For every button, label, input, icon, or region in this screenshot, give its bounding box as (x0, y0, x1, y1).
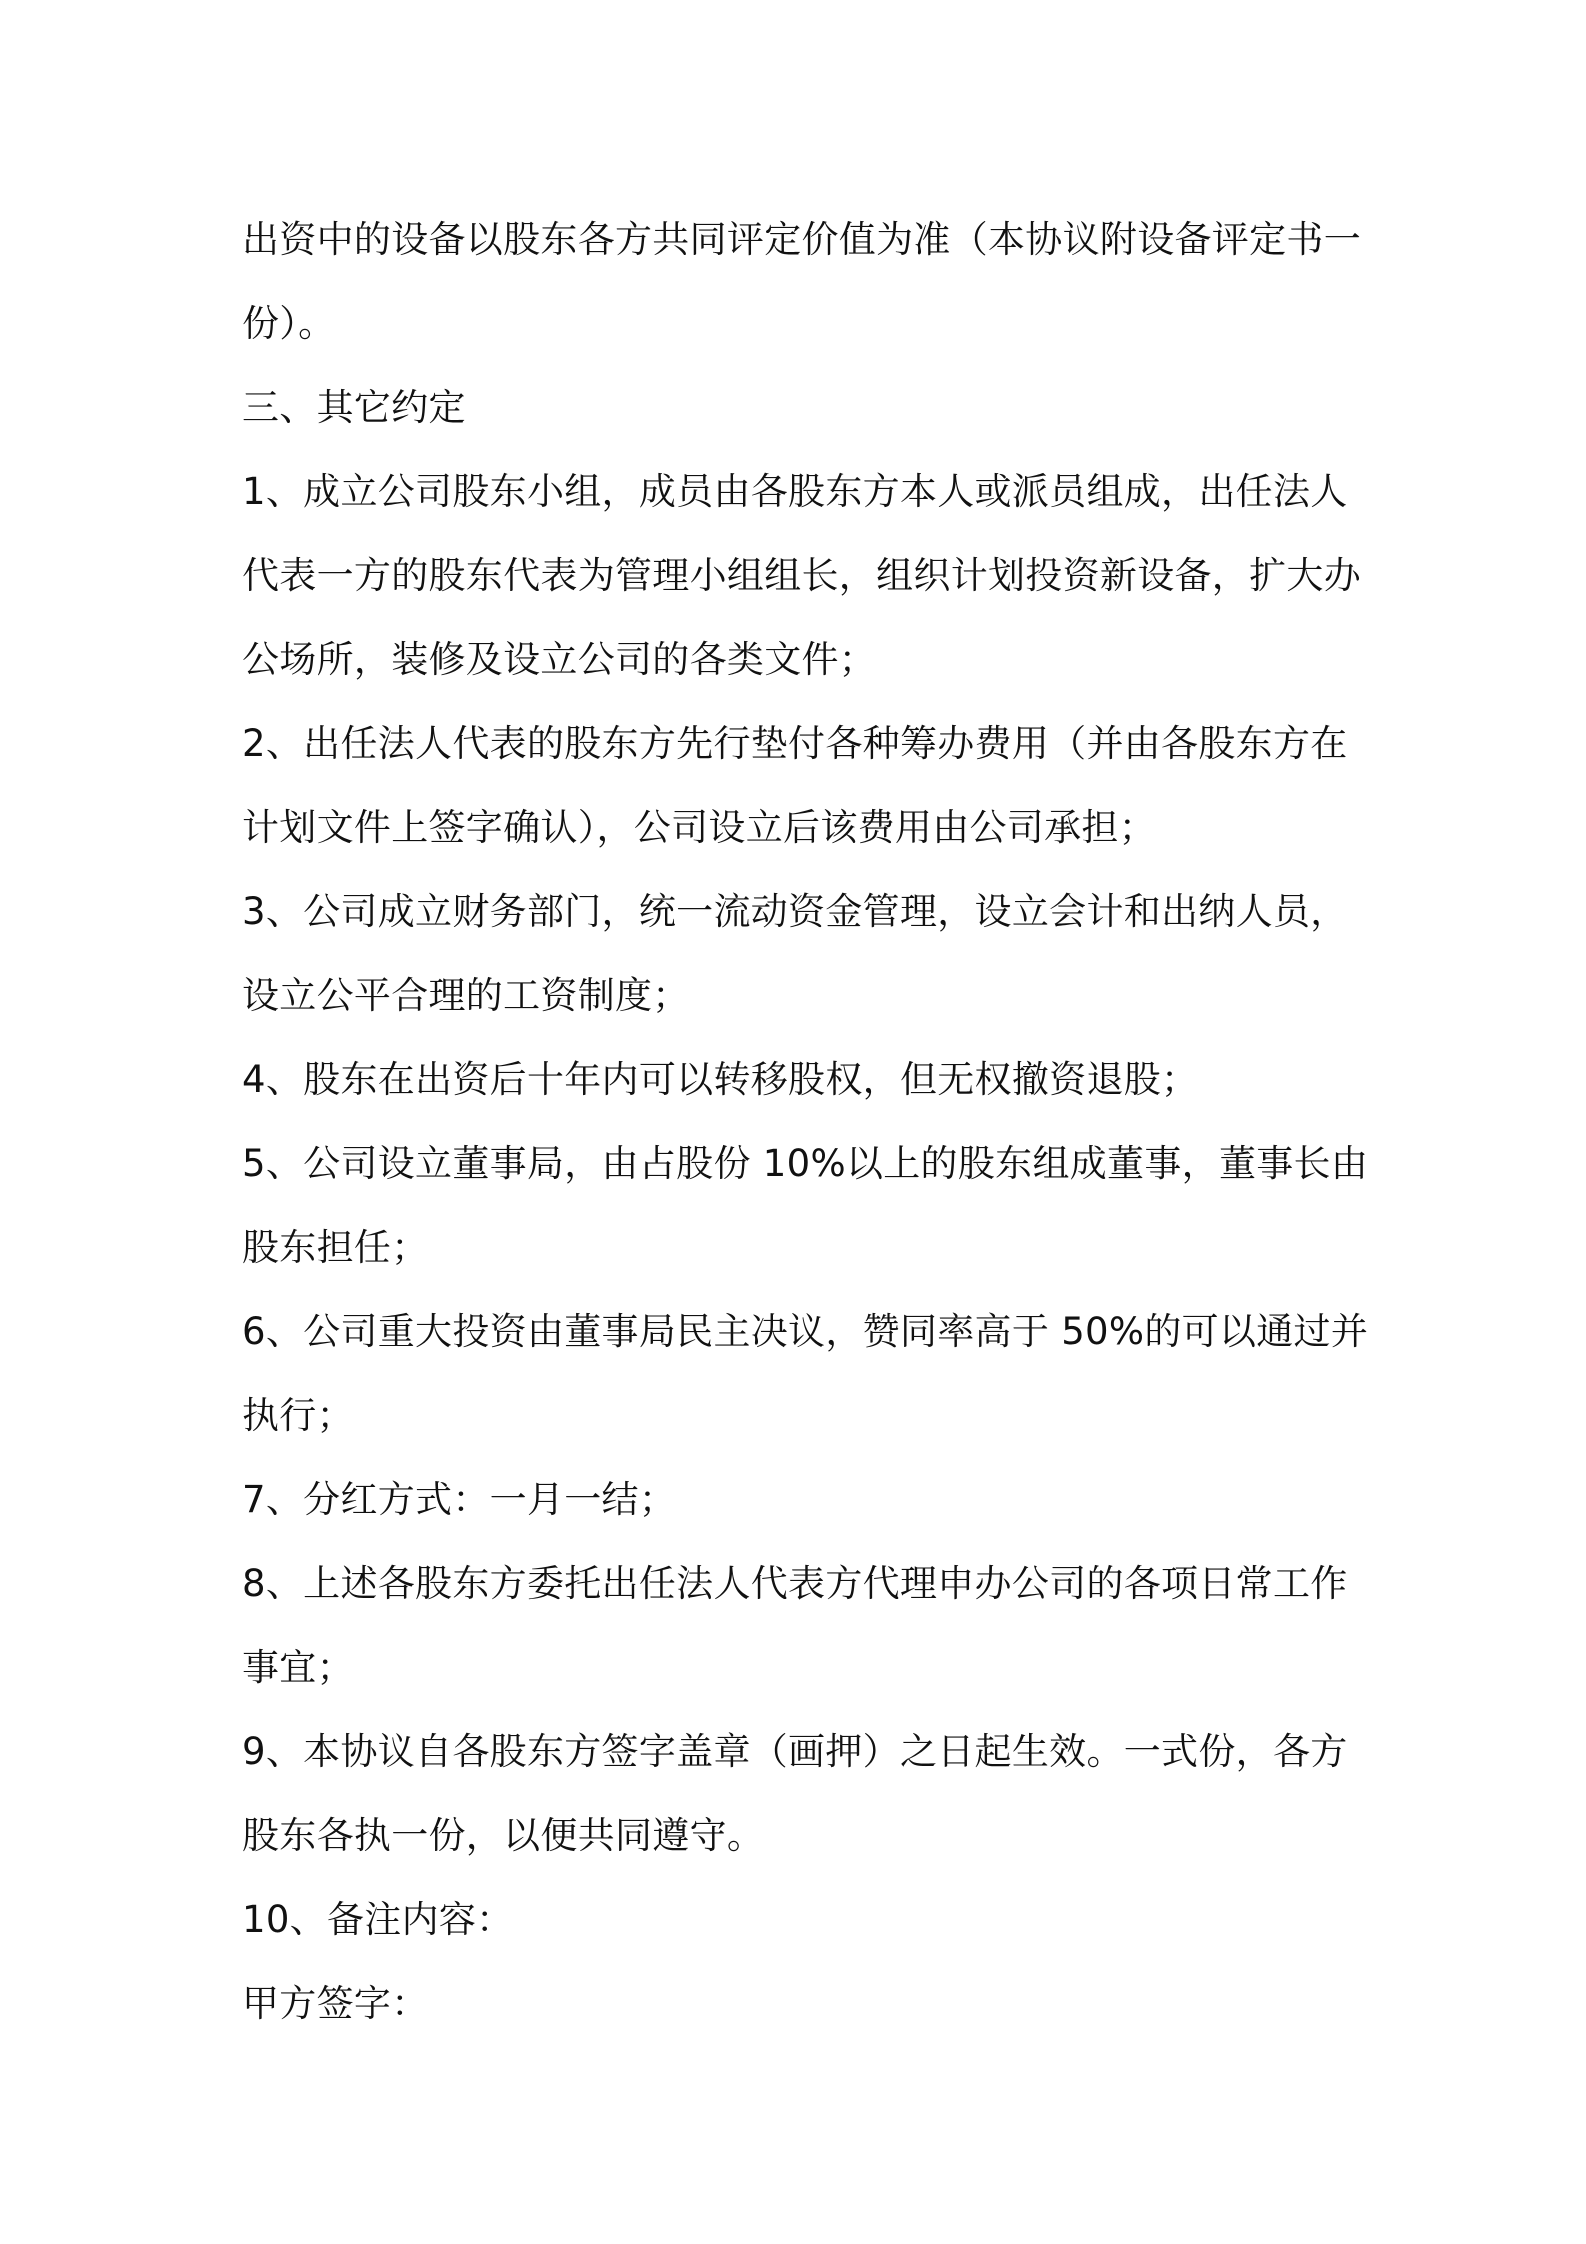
text-line-equipment-valuation: 出资中的设备以股东各方共同评定价值为准（本协议附设备评定书一 (242, 218, 1361, 261)
clause-6-line-1: 6、公司重大投资由董事局民主决议，赞同率高于 50%的可以通过并 (242, 1310, 1369, 1353)
clause-1-line-3: 公场所，装修及设立公司的各类文件； (242, 638, 877, 681)
clause-3-line-2: 设立公平合理的工资制度； (242, 974, 690, 1017)
clause-6-line-2: 执行； (242, 1394, 354, 1437)
clause-5-line-1: 5、公司设立董事局，由占股份 10%以上的股东组成董事，董事长由 (242, 1142, 1369, 1185)
text-line-equipment-valuation-cont: 份）。 (242, 302, 336, 345)
party-a-signature-label: 甲方签字： (242, 1982, 429, 2025)
clause-1-line-1: 1、成立公司股东小组，成员由各股东方本人或派员组成，出任法人 (242, 470, 1348, 513)
clause-10-remarks: 10、备注内容： (242, 1898, 514, 1941)
clause-9-line-2: 股东各执一份，以便共同遵守。 (242, 1814, 765, 1857)
section-heading-other-terms: 三、其它约定 (242, 386, 466, 429)
clause-4-line-1: 4、股东在出资后十年内可以转移股权，但无权撤资退股； (242, 1058, 1199, 1101)
clause-9-line-1: 9、本协议自各股东方签字盖章（画押）之日起生效。一式份，各方 (242, 1730, 1348, 1773)
document-body (242, 198, 1372, 2046)
clause-5-line-2: 股东担任； (242, 1226, 429, 1269)
clause-1-line-2: 代表一方的股东代表为管理小组组长，组织计划投资新设备，扩大办 (242, 554, 1361, 597)
clause-8-line-2: 事宜； (242, 1646, 354, 1689)
clause-3-line-1: 3、公司成立财务部门，统一流动资金管理，设立会计和出纳人员， (242, 890, 1348, 933)
clause-8-line-1: 8、上述各股东方委托出任法人代表方代理申办公司的各项日常工作 (242, 1562, 1348, 1605)
clause-2-line-1: 2、出任法人代表的股东方先行垫付各种筹办费用（并由各股东方在 (242, 722, 1348, 765)
clause-2-line-2: 计划文件上签字确认），公司设立后该费用由公司承担； (242, 806, 1156, 849)
clause-7-line-1: 7、分红方式：一月一结； (242, 1478, 677, 1521)
